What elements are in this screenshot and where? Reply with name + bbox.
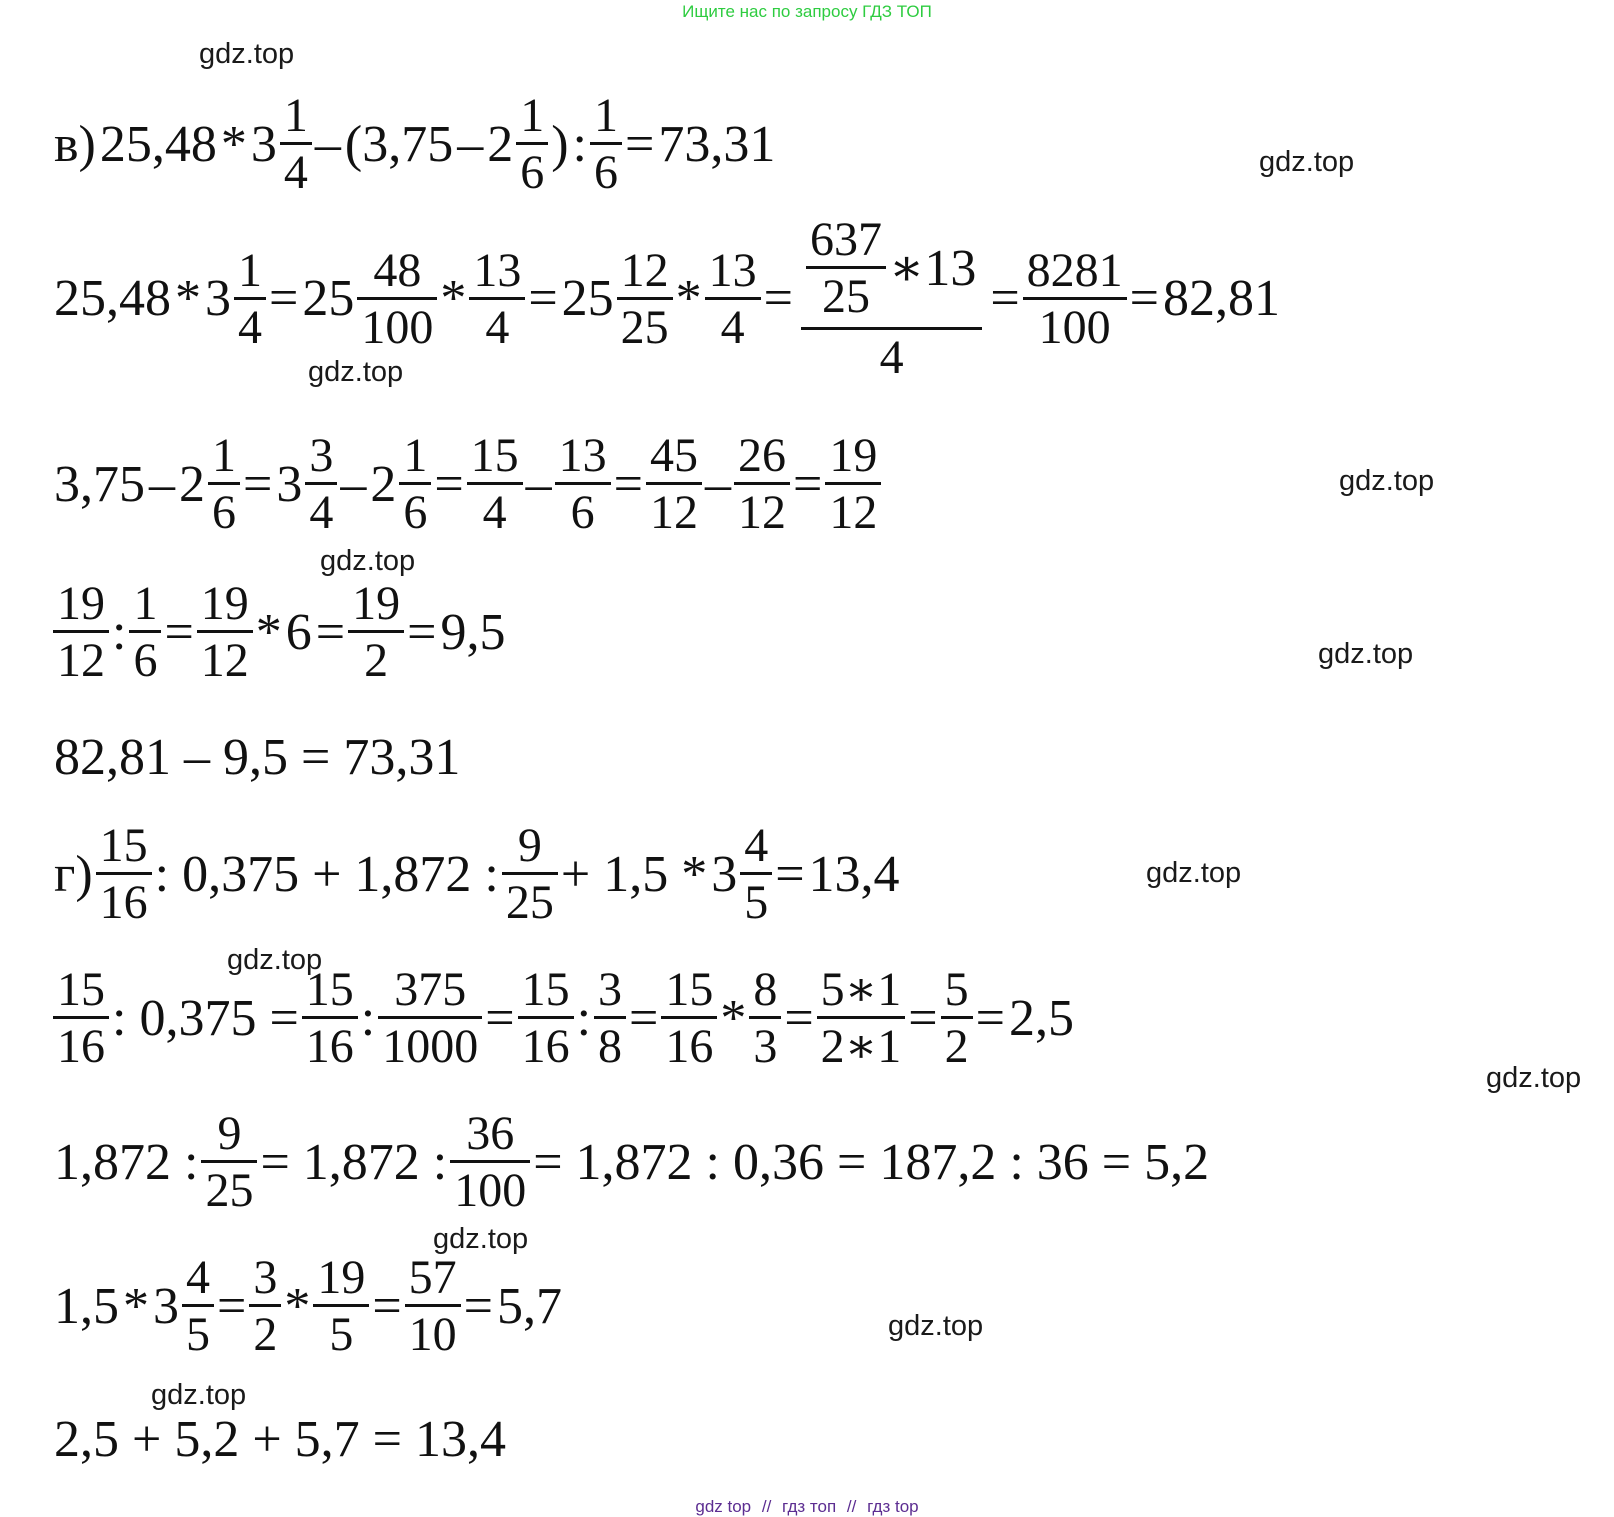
watermark: gdz.top: [320, 545, 416, 577]
fraction: $\frac{375}{1000}$: [380, 966, 480, 1071]
mixed-number: 25 $\frac{48}{100}$: [300, 247, 438, 352]
equals: =: [990, 270, 1020, 327]
fraction: $\frac{5∗1}{2∗1}$: [819, 966, 904, 1071]
footer-link[interactable]: гдз топ: [782, 1497, 837, 1516]
operator: *: [720, 989, 747, 1047]
fraction: $\frac{15}{16}$: [55, 966, 107, 1071]
watermark: gdz.top: [227, 944, 323, 976]
equals: =: [1129, 270, 1159, 327]
step-g2: [52, 1107, 1211, 1217]
operator: *: [123, 1277, 149, 1335]
mixed-number: 3 $\frac{4}{5}$: [709, 822, 773, 927]
operator: *: [255, 603, 282, 661]
watermark: gdz.top: [888, 1310, 984, 1342]
operator: *: [440, 270, 467, 327]
mixed-number: 25 $\frac{12}{25}$: [560, 247, 674, 352]
equation-text: 2,5 + 5,2 + 5,7 = 13,4: [54, 1411, 506, 1468]
fraction: $\frac{9}{25}$: [504, 822, 556, 927]
fraction: $\frac{19}{5}$: [315, 1254, 367, 1359]
watermark: gdz.top: [1259, 146, 1355, 178]
mixed-number: 3 $\frac{3}{4}$: [274, 432, 338, 537]
operator: –: [704, 455, 731, 513]
fraction: $\frac{13}{4}$: [707, 247, 759, 352]
fraction: $\frac{3}{8}$: [596, 966, 624, 1071]
operator: *: [675, 270, 702, 327]
mixed-number: 2 $\frac{1}{6}$: [485, 92, 549, 197]
equals: =: [775, 845, 805, 903]
fraction: $\frac{57}{10}$: [407, 1254, 459, 1359]
expression-text: = 1,872 :: [260, 1133, 448, 1191]
fraction: $\frac{8281}{100}$: [1025, 247, 1125, 352]
result: 73,31: [658, 115, 776, 173]
fraction: $\frac{45}{12}$: [648, 432, 700, 537]
operator: *: [284, 1277, 311, 1335]
operand: 3,75: [54, 455, 145, 513]
footer-link[interactable]: гдз top: [867, 1497, 919, 1516]
watermark: gdz.top: [1486, 1062, 1582, 1094]
watermark: gdz.top: [1146, 857, 1242, 889]
footer-separator: //: [761, 1497, 772, 1516]
operator: –: [314, 115, 341, 173]
footer-separator: //: [846, 1497, 857, 1516]
equals: =: [975, 989, 1005, 1047]
paren: ): [551, 115, 569, 173]
equals: =: [624, 115, 655, 173]
compound-fraction: $\frac{637}{25}$ ∗13 4: [801, 216, 982, 382]
problem-label: г): [54, 845, 93, 903]
operator: –: [525, 455, 552, 513]
mixed-number: 3 $\frac{4}{5}$: [151, 1254, 215, 1359]
fraction: $\frac{19}{12}$: [199, 580, 251, 685]
equals: =: [629, 989, 659, 1047]
equals: =: [243, 455, 273, 513]
operator: –: [457, 115, 484, 173]
operator: *: [175, 270, 201, 327]
fraction: $\frac{19}{12}$: [827, 432, 879, 537]
expression-text: = 1,872 : 0,36 = 187,2 : 36 = 5,2: [533, 1133, 1210, 1191]
fraction: $\frac{36}{100}$: [452, 1110, 528, 1215]
step-g1: [52, 963, 1076, 1073]
watermark: gdz.top: [151, 1379, 247, 1411]
equals: =: [372, 1277, 402, 1335]
operator: *: [220, 115, 247, 173]
equals: =: [784, 989, 814, 1047]
equals: =: [164, 603, 194, 661]
result: 9,5: [440, 603, 506, 661]
fraction: $\frac{13}{6}$: [557, 432, 609, 537]
equals: =: [763, 270, 793, 327]
operator: –: [149, 455, 175, 513]
equals: =: [613, 455, 643, 513]
expression-text: 1,872 :: [54, 1133, 199, 1191]
expression-text: : 0,375 =: [112, 989, 299, 1047]
fraction: $\frac{15}{16}$: [98, 822, 150, 927]
result: 5,7: [496, 1277, 562, 1335]
operator: :: [360, 989, 376, 1047]
equals: =: [463, 1277, 493, 1335]
step-v1: [52, 213, 1282, 384]
equals: =: [528, 270, 558, 327]
result: 13,4: [808, 845, 900, 903]
step-v3: [52, 577, 507, 687]
result: 82,81: [1162, 270, 1280, 327]
fraction: $\frac{9}{25}$: [203, 1110, 255, 1215]
fraction: $\frac{1}{6}$: [131, 580, 159, 685]
result: 2,5: [1008, 989, 1074, 1047]
watermark: gdz.top: [199, 38, 295, 70]
step-g3: [52, 1251, 564, 1361]
operator: –: [340, 455, 367, 513]
operator: :: [112, 603, 127, 661]
equals: =: [407, 603, 437, 661]
watermark: gdz.top: [433, 1223, 529, 1255]
equals: =: [485, 989, 515, 1047]
watermark: gdz.top: [308, 356, 404, 388]
fraction: $\frac{15}{16}$: [520, 966, 572, 1071]
fraction: $\frac{19}{12}$: [55, 580, 107, 685]
operand: 25,48: [99, 115, 217, 173]
operand: 25,48: [54, 270, 171, 327]
problem-label: в): [54, 115, 96, 173]
equals: =: [217, 1277, 247, 1335]
step-v2: [52, 429, 882, 539]
operand: 6: [285, 603, 312, 661]
equals: =: [434, 455, 464, 513]
mixed-number: 2 $\frac{1}{6}$: [177, 432, 241, 537]
fraction: $\frac{5}{2}$: [943, 966, 971, 1071]
problem-v-statement: [52, 89, 777, 199]
mixed-number: 3 $\frac{1}{4}$: [203, 247, 267, 352]
mixed-number: 2 $\frac{1}{6}$: [368, 432, 432, 537]
operand: (3,75: [344, 115, 454, 173]
fraction: $\frac{8}{3}$: [751, 966, 779, 1071]
footer-links: [0, 1497, 1614, 1517]
fraction: $\frac{26}{12}$: [736, 432, 788, 537]
fraction: $\frac{15}{4}$: [469, 432, 521, 537]
watermark: gdz.top: [1318, 638, 1414, 670]
footer-link[interactable]: gdz top: [695, 1497, 752, 1516]
operand: 1,5: [54, 1277, 119, 1335]
operator: :: [576, 989, 592, 1047]
expression-text: + 1,5 *: [560, 845, 708, 903]
fraction: $\frac{1}{6}$: [592, 92, 620, 197]
fraction: $\frac{15}{16}$: [663, 966, 715, 1071]
equation-text: 82,81 – 9,5 = 73,31: [54, 729, 461, 786]
equals: =: [908, 989, 938, 1047]
equals: =: [269, 270, 299, 327]
fraction: $\frac{3}{2}$: [251, 1254, 279, 1359]
step-v4: [52, 729, 462, 786]
operator: :: [572, 115, 587, 173]
problem-g-statement: [52, 819, 902, 929]
equals: =: [792, 455, 823, 513]
search-hint-link[interactable]: Ищите нас по запросу ГДЗ ТОП: [682, 2, 932, 21]
fraction: $\frac{15}{16}$: [304, 966, 356, 1071]
mixed-number: 3 $\frac{1}{4}$: [249, 92, 313, 197]
expression-text: : 0,375 + 1,872 :: [154, 845, 499, 903]
fraction: $\frac{13}{4}$: [471, 247, 523, 352]
equals: =: [315, 603, 346, 661]
fraction: $\frac{19}{2}$: [350, 580, 402, 685]
step-g4: [52, 1411, 508, 1468]
watermark: gdz.top: [1339, 465, 1435, 497]
